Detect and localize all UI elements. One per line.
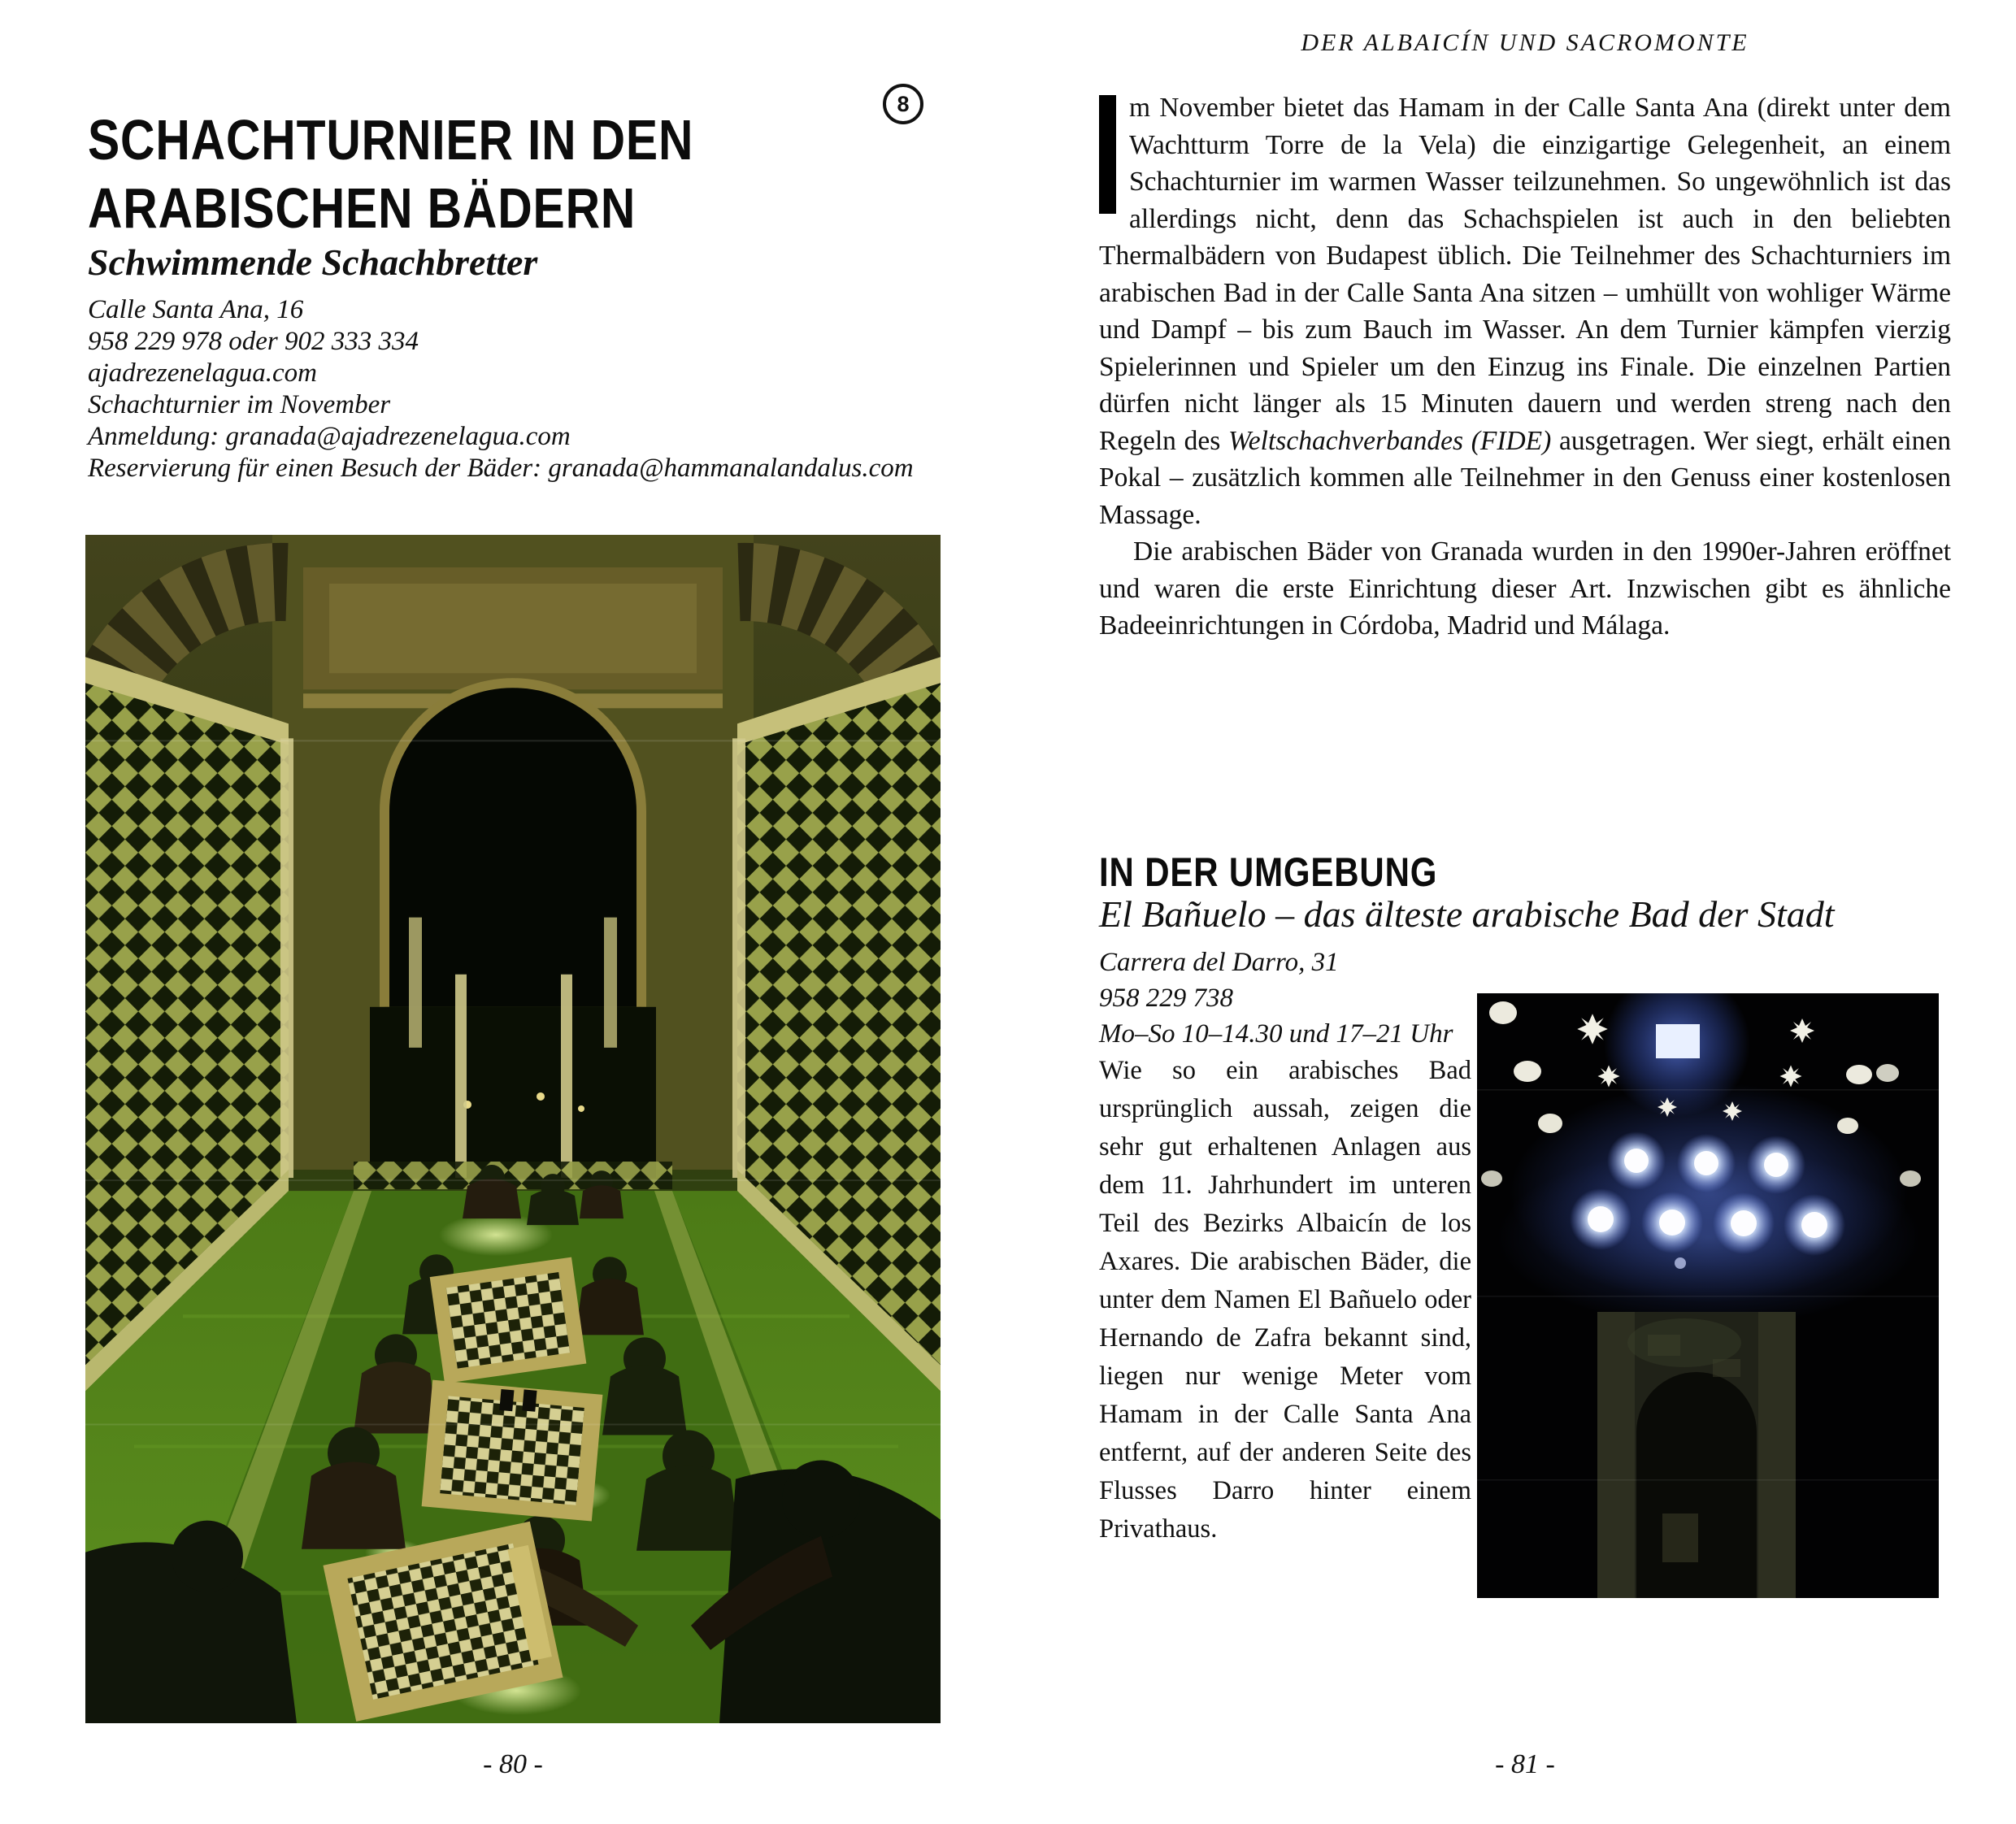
article-number: 8 [897,91,910,116]
article-title-line2: ARABISCHEN BÄDERN [88,176,637,240]
article-title-line1: SCHACHTURNIER IN DEN [88,107,694,172]
nearby-section-subtitle: El Bañuelo – das älteste arabische Bad der Stadt [1099,893,1835,935]
contact-info-block [88,294,914,484]
info-phone: 958 229 978 oder 902 333 334 [88,327,419,356]
dropcap-initial [1099,95,1116,214]
banuelo-body-text: Wie so ein arabisches Bad ursprünglich aussah, zeigen die sehr gut erhaltenen Anlagen aus dem 11. Jahrhundert im unteren Teil des Bezirks Albaicín de los Axares. Die arabischen Bäder, die unter dem Namen El Bañuelo oder Hernando de Zafra bekannt sind, liegen nur wenige Meter vom Hamam in der Calle Santa Ana entfernt, auf der anderen Seite des Flusses Darro hinter einem Privathaus. [1099,1056,1471,1544]
info-address: Calle Santa Ana, 16 [88,295,304,324]
paragraph-1-text: m November bietet das Hamam in der Calle Santa Ana (direkt unter dem Wachtturm Torre de la Vela) die einzigartige Gelegenheit, an einem Schachturnier im warmen Wasser teilzunehmen. So ungewöhnlich ist das allerdings nicht, denn das Schachspielen ist auch in den beliebten Thermalbädern von Budapest üblich. Die Teilnehmer des Schachturniers im arabischen Bad in der Calle Santa Ana sitzen – umhüllt von wohliger Wärme und Dampf – bis zum Bauch im Wasser. An dem Turnier kämpfen vierzig Spielerinnen und Spieler um den Einzug ins Finale. Die einzelnen Partien dürfen nicht länger als 15 Minuten dauern und werden streng nach den Regeln des [1099,93,1951,456]
info-hours: Mo–So 10–14.30 und 17–21 Uhr [1099,1019,1453,1049]
info-phone: 958 229 738 [1099,984,1233,1013]
banuelo-photo [1477,993,1939,1598]
info-address: Carrera del Darro, 31 [1099,948,1339,977]
paragraph-2: Die arabischen Bäder von Granada wurden in den 1990er-Jahren eröffnet und waren die erste Einrichtung dieser Art. Inzwischen gibt es ähnliche Badeeinrichtungen in Córdoba, Madrid und Málaga. [1099,536,1951,641]
nearby-section-heading-text: IN DER UMGEBUNG [1099,849,1438,895]
page-number-left: - 80 - [483,1749,543,1779]
article-subtitle: Schwimmende Schachbretter [88,241,538,284]
nearby-section-heading [1099,849,1502,896]
running-head: DER ALBAICÍN UND SACROMONTE [1301,29,1749,56]
info-event: Schachturnier im November [88,390,391,419]
chess-bath-photo [85,535,941,1723]
banuelo-photo-graphic [1477,993,1939,1598]
page-number-right: - 81 - [1495,1749,1555,1779]
info-registration-email: Anmeldung: granada@ajadrezenelagua.com [88,422,571,451]
article-title [88,106,809,243]
paragraph-1 [1099,89,1951,533]
paragraph-1-text-end: ausgetragen. Wer siegt, erhält einen Pokal – zusätzlich kommen alle Teilnehmer in den Genuss einer kostenlosen Massage. [1099,425,1952,530]
paragraph-1-italic: Weltschachverbandes (FIDE) [1227,425,1552,456]
chess-bath-photo-graphic [85,535,941,1723]
banuelo-info-block [1099,945,1453,1052]
article-body [1099,89,1951,645]
info-website: ajadrezenelagua.com [88,358,317,388]
article-number-badge [883,84,923,124]
info-reservation-email: Reservierung für einen Besuch der Bäder: granada@hammanalandalus.com [88,454,914,483]
